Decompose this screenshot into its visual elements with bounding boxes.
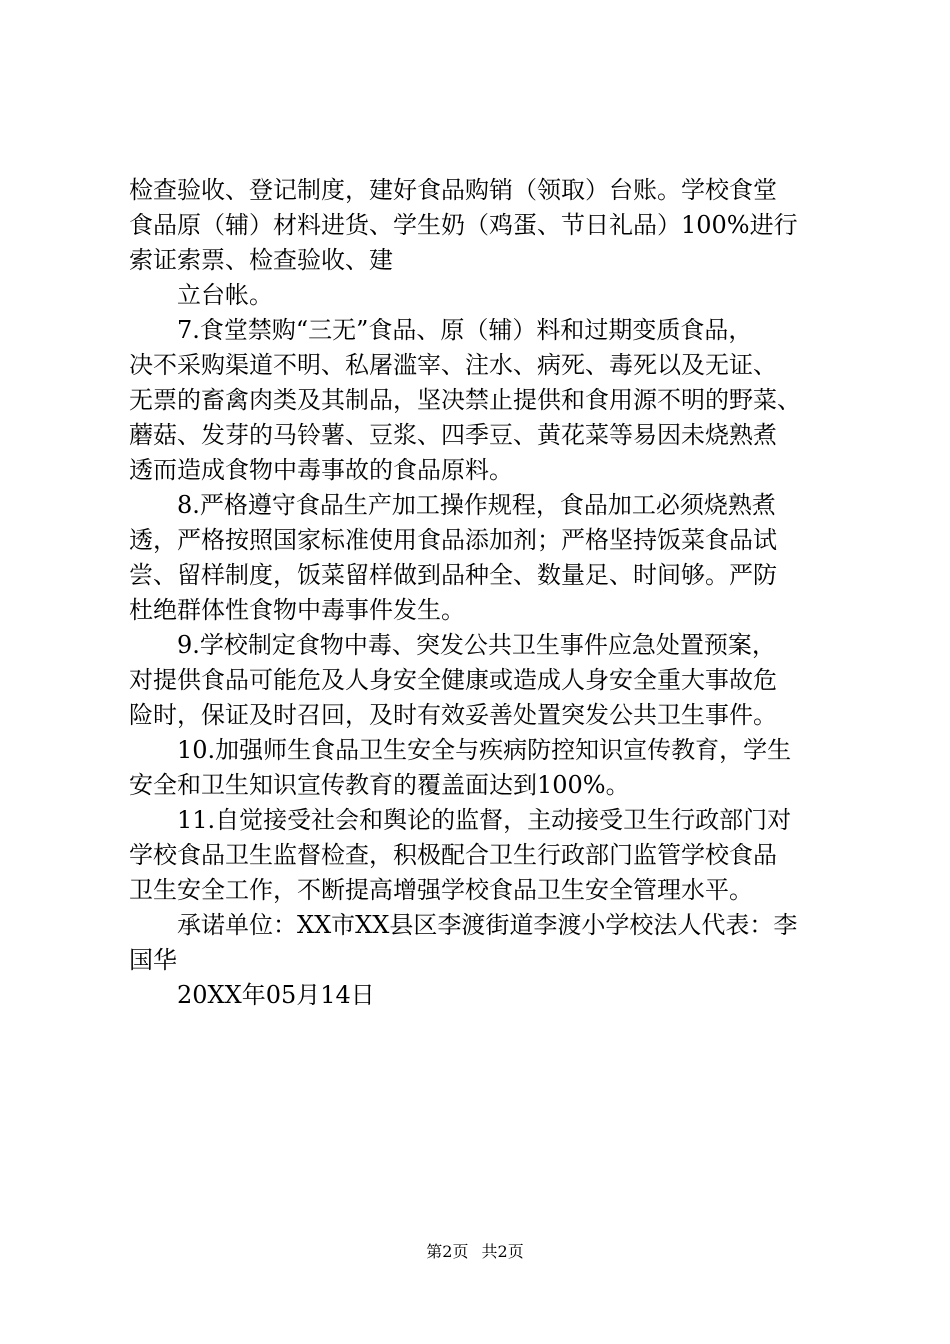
text-line: 学校食品卫生监督检查，积极配合卫生行政部门监管学校食品 <box>129 841 777 869</box>
text-line: 透而造成食物中毒事故的食品原料。 <box>129 456 513 484</box>
item-9-start: 9.学校制定食物中毒、突发公共卫生事件应急处置预案， <box>177 631 776 659</box>
text-line: 杜绝群体性食物中毒事件发生。 <box>129 596 465 624</box>
text-line: 对提供食品可能危及人身安全健康或造成人身安全重大事故危 <box>129 666 777 694</box>
text-line: 立台帐。 <box>177 281 273 309</box>
item-7-start: 7.食堂禁购“三无”食品、原（辅）料和过期变质食品， <box>177 316 753 344</box>
text-line: 透，严格按照国家标准使用食品添加剂；严格坚持饭菜食品试 <box>129 526 777 554</box>
page-total: 共2页 <box>481 1242 524 1261</box>
item-11-start: 11.自觉接受社会和舆论的监督，主动接受卫生行政部门对 <box>177 806 792 834</box>
text-line: 安全和卫生知识宣传教育的覆盖面达到100%。 <box>129 771 630 799</box>
text-line: 险时，保证及时召回，及时有效妥善处置突发公共卫生事件。 <box>129 701 777 729</box>
text-line: 决不采购渠道不明、私屠滥宰、注水、病死、毒死以及无证、 <box>129 351 777 379</box>
signatory-line: 承诺单位：XX市XX县区李渡街道李渡小学校法人代表：李 <box>177 911 798 939</box>
signatory-name: 国华 <box>129 946 177 974</box>
text-line: 卫生安全工作，不断提高增强学校食品卫生安全管理水平。 <box>129 876 753 904</box>
item-10-start: 10.加强师生食品卫生安全与疾病防控知识宣传教育，学生 <box>177 736 792 764</box>
document-date: 20XX年05月14日 <box>177 981 375 1009</box>
text-line: 索证索票、检查验收、建 <box>129 246 393 274</box>
text-line: 蘑菇、发芽的马铃薯、豆浆、四季豆、黄花菜等易因未烧熟煮 <box>129 421 777 449</box>
page-number: 第2页 <box>426 1242 469 1261</box>
document-body <box>129 173 829 1013</box>
text-line: 食品原（辅）材料进货、学生奶（鸡蛋、节日礼品）100%进行 <box>129 211 798 239</box>
text-line: 无票的畜禽肉类及其制品，坚决禁止提供和食用源不明的野菜、 <box>129 386 801 414</box>
item-8-start: 8.严格遵守食品生产加工操作规程，食品加工必须烧熟煮 <box>177 491 776 519</box>
page-footer <box>0 1242 950 1262</box>
text-line: 检查验收、登记制度，建好食品购销（领取）台账。学校食堂 <box>129 176 777 204</box>
text-line: 尝、留样制度，饭菜留样做到品种全、数量足、时间够。严防 <box>129 561 777 589</box>
